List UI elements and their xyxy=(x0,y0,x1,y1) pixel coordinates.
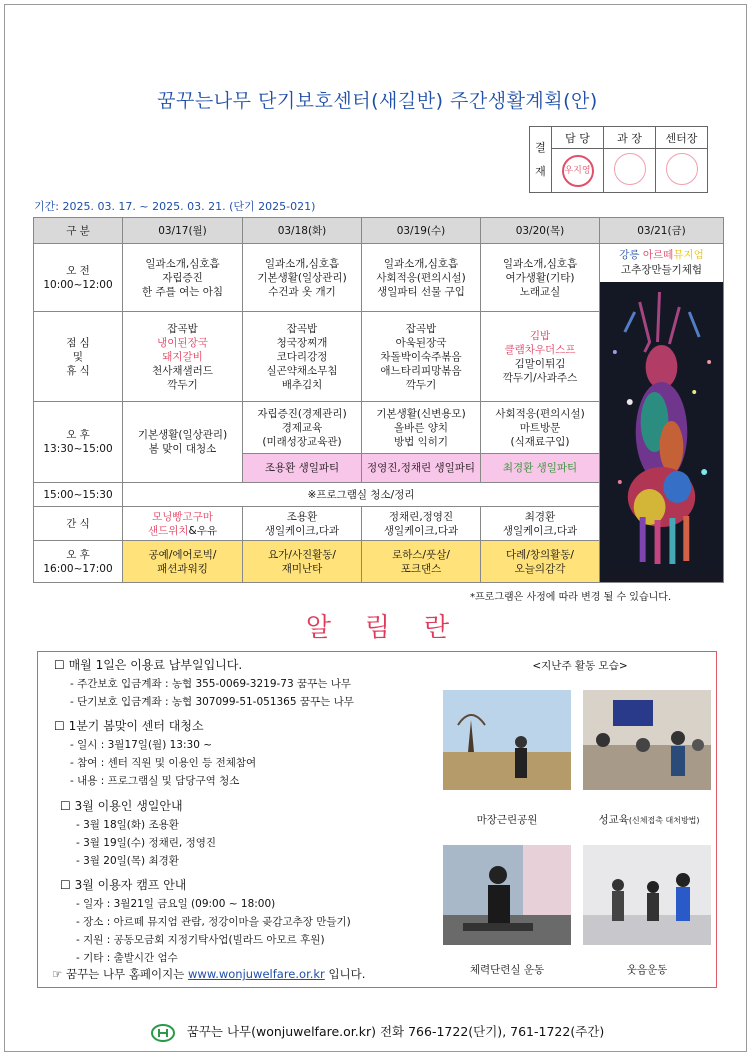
notice-heading: ☐ 3월 이용자 캠프 안내 xyxy=(60,878,187,892)
cleanup-cell: ※프로그램실 청소/정리 xyxy=(123,483,600,507)
notice-line: - 기타 : 출발시간 엄수 xyxy=(76,952,178,964)
notice-fee xyxy=(54,656,354,711)
notice-line: - 주간보호 입금계좌 : 농협 355-0069-3219-73 꿈꾸는 나무 xyxy=(70,678,352,690)
pm-cell-mon: 기본생활(일상관리) 봄 맞이 대청소 xyxy=(123,402,243,483)
center-logo-icon xyxy=(151,1024,175,1042)
friday-camp-subtitle: 고추장만들기체험 xyxy=(620,264,703,276)
lunch-menu-wed: 잡곡밥 아욱된장국 차돌박이숙주볶음 애느타리피망볶음 깍두기 xyxy=(362,312,481,402)
gym-photo-image xyxy=(443,845,571,945)
notice-line: - 일시 : 3월17일(월) 13:30 ~ xyxy=(70,739,213,751)
row-label-late-pm: 오 후 16:00~17:00 xyxy=(34,541,123,583)
photos-header: <지난주 활동 모습> xyxy=(532,660,628,672)
row-label-pm: 오 후 13:30~15:00 xyxy=(34,402,123,483)
lunch-menu-thu: 김밥 클램차우더스프 김말이튀김 깍두기/사과주스 xyxy=(481,312,600,402)
header-tue: 03/18(화) xyxy=(243,218,362,244)
row-label-clean: 15:00~15:30 xyxy=(34,483,123,507)
notice-heading: ☐ 1분기 봄맞이 센터 대청소 xyxy=(54,719,204,733)
notice-cleaning xyxy=(54,717,256,790)
notice-line: - 장소 : 아르떼 뮤지엄 관람, 정강이마을 곶감고추장 만들기) xyxy=(76,916,351,928)
signature-director xyxy=(656,149,708,193)
stamp-icon xyxy=(614,153,646,185)
gym-photo-caption: 체력단련실 운동 xyxy=(469,964,545,976)
header-mon: 03/17(월) xyxy=(123,218,243,244)
laughter-photo-caption: 웃음운동 xyxy=(626,964,668,976)
notice-title: 알림란 xyxy=(305,613,484,643)
lunch-menu-mon: 잡곡밥 냉이된장국 돼지갈비 천사채샐러드 깍두기 xyxy=(123,312,243,402)
friday-camp-title: 강릉 아르떼뮤지엄 xyxy=(619,249,704,261)
stamp-icon: 우지영 xyxy=(562,155,594,187)
am-cell: 일과소개,심호흡 사회적응(편의시설) 생일파티 선물 구입 xyxy=(362,244,481,312)
am-cell: 일과소개,심호흡 자립증진 한 주를 여는 아침 xyxy=(123,244,243,312)
late-pm-tue: 요가/사진활동/ 재미난타 xyxy=(243,541,362,583)
notice-line: - 3월 18일(화) 조용환 xyxy=(76,819,179,831)
snack-tue: 조용환 생일케이크,다과 xyxy=(243,507,362,541)
footer-contact: 꿈꾸는 나무(wonjuwelfare.or.kr) 전화 766-1722(단기), 761-1722(주간) xyxy=(186,1024,605,1039)
sex-education-photo-image xyxy=(583,690,711,790)
header-wed: 03/19(수) xyxy=(362,218,481,244)
birthday-party-wed: 정영진,정채린 생일파티 xyxy=(362,454,481,483)
row-label-snack: 간 식 xyxy=(34,507,123,541)
header-thu: 03/20(목) xyxy=(481,218,600,244)
header-category: 구 분 xyxy=(34,218,123,244)
notice-line: - 지원 : 공동모금회 지정기탁사업(빌라드 아모르 후원) xyxy=(76,934,325,946)
late-pm-mon: 공예/에어로빅/ 패션과워킹 xyxy=(123,541,243,583)
snack-wed: 정채린,정영진 생일케이크,다과 xyxy=(362,507,481,541)
notice-line: - 단기보호 입금계좌 : 농협 307099-51-051365 꿈꾸는 나무 xyxy=(70,696,354,708)
stamp-icon xyxy=(666,153,698,185)
birthday-party-tue: 조용환 생일파티 xyxy=(243,454,362,483)
row-label-lunch: 점 심 및 휴 식 xyxy=(34,312,123,402)
notice-birthdays xyxy=(60,797,216,870)
pm-cell: 사회적응(편의시설) 마트방문 (식재료구입) xyxy=(481,402,600,454)
approval-col-manager: 과 장 xyxy=(604,127,656,149)
notice-line: - 3월 19일(수) 정채린, 정영진 xyxy=(76,837,216,849)
footer xyxy=(0,1022,755,1042)
approval-col-staff: 담 당 xyxy=(552,127,604,149)
am-cell: 일과소개,심호흡 여가생활(기타) 노래교실 xyxy=(481,244,600,312)
friday-camp-cell xyxy=(600,244,724,583)
lunch-menu-tue: 잡곡밥 청국장찌개 코다리강정 실곤약채소무침 배추김치 xyxy=(243,312,362,402)
notice-line: - 참여 : 센터 직원 및 이용인 등 전체참여 xyxy=(70,757,257,769)
signature-manager xyxy=(604,149,656,193)
snack-mon: 모닝빵고구마 샌드위치&우유 xyxy=(123,507,243,541)
late-pm-thu: 다례/창의활동/ 오늘의감각 xyxy=(481,541,600,583)
notice-camp xyxy=(60,876,351,967)
row-label-am: 오 전 10:00~12:00 xyxy=(34,244,123,312)
header-fri: 03/21(금) xyxy=(600,218,724,244)
notice-heading: ☐ 3월 이용인 생일안내 xyxy=(60,799,183,813)
weekly-schedule-table xyxy=(33,217,724,583)
notice-heading: ☐ 매월 1일은 이용료 납부일입니다. xyxy=(54,658,243,672)
approval-box xyxy=(529,126,708,193)
late-pm-wed: 로하스/풋살/ 포크댄스 xyxy=(362,541,481,583)
schedule-period: 기간: 2025. 03. 17. ~ 2025. 03. 21. (단기 2025-021) xyxy=(34,200,316,213)
notice-line: - 3월 20일(목) 최경환 xyxy=(76,855,179,867)
park-photo-image xyxy=(443,690,571,790)
sex-education-photo-caption: 성교육(신체접촉 대처방법) xyxy=(598,814,700,826)
signature-staff xyxy=(552,149,604,193)
notice-line: - 일자 : 3월21일 금요일 (09:00 ~ 18:00) xyxy=(76,898,276,910)
page-title: 꿈꾸는나무 단기보호센터(새길반) 주간생활계획(안) xyxy=(157,90,598,112)
deer-artwork-image xyxy=(600,282,723,572)
schedule-change-note: *프로그램은 사정에 따라 변경 될 수 있습니다. xyxy=(470,592,672,603)
pm-cell: 기본생활(신변용모) 올바른 양치 방법 익히기 xyxy=(362,402,481,454)
approval-col-director: 센터장 xyxy=(656,127,708,149)
homepage-link[interactable]: www.wonjuwelfare.or.kr xyxy=(188,967,325,981)
approval-side-label: 결 재 xyxy=(530,127,552,193)
am-cell: 일과소개,심호흡 기본생활(일상관리) 수건과 옷 개기 xyxy=(243,244,362,312)
homepage-line: ☞ 꿈꾸는 나무 홈페이지는 www.wonjuwelfare.or.kr 입니다. xyxy=(52,967,366,981)
birthday-party-thu: 최경환 생일파티 xyxy=(481,454,600,483)
snack-thu: 최경환 생일케이크,다과 xyxy=(481,507,600,541)
park-photo-caption: 마장근린공원 xyxy=(476,814,538,826)
laughter-exercise-photo-image xyxy=(583,845,711,945)
notice-line: - 내용 : 프로그램실 및 담당구역 청소 xyxy=(70,775,240,787)
pm-cell: 자립증진(경제관리) 경제교육 (미래성장교육관) xyxy=(243,402,362,454)
